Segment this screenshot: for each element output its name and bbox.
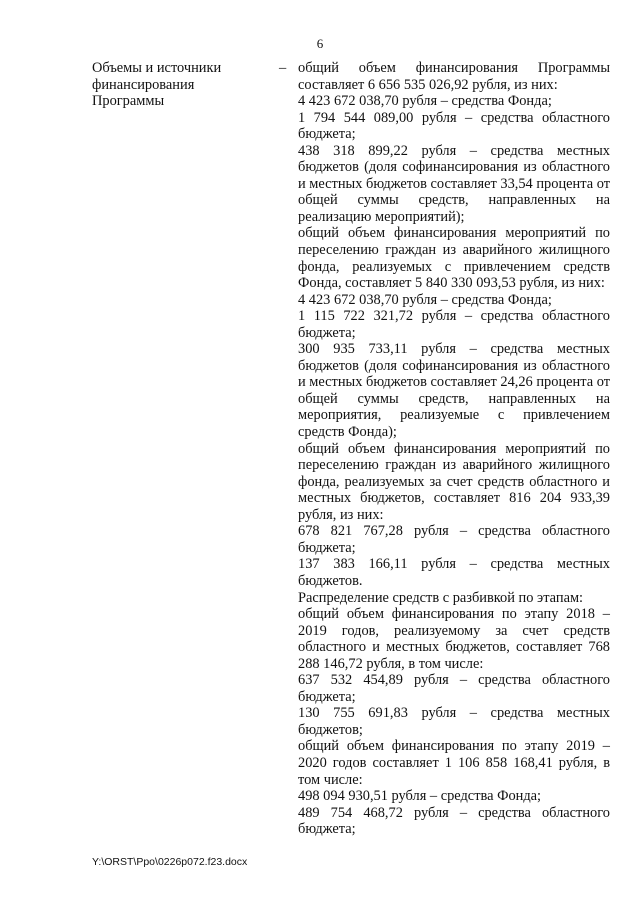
- paragraph-subtotal: общий объем финансирования мероприятий по переселению граждан из аварийного жилищного фонда, реализуемых с привлечением средств Фонда, составляет 5 840 330 093,53 рубля, из них:: [298, 225, 610, 292]
- paragraph-item: 4 423 672 038,70 рубля – средства Фонда;: [298, 93, 552, 110]
- section-label-line: Программы: [92, 93, 165, 109]
- paragraph-stage: общий объем финансирования по этапу 2018 – 2019 годов, реализуемому за счет средств областного и местных бюджетов, составляет 768 288 146,72 рубля, в том числе:: [298, 606, 610, 672]
- paragraph-item: 637 532 454,89 рубля – средства областного бюджета;: [298, 672, 610, 705]
- paragraph-total: общий объем финансирования Программы составляет 6 656 535 026,92 рубля, из них:: [298, 60, 610, 93]
- paragraph-item: 1 794 544 089,00 рубля – средства областного бюджета;: [298, 109, 610, 143]
- financing-content: [298, 60, 610, 838]
- paragraph-item: 130 755 691,83 рубля – средства местных бюджетов;: [298, 705, 610, 738]
- paragraph-item: 489 754 468,72 рубля – средства областного бюджета;: [298, 804, 610, 838]
- paragraph-item: 300 935 733,11 рубля – средства местных бюджетов (доля софинансирования из областного и местных бюджетов составляет 24,26 процента от общей суммы средств, направленных на мероприятия, реализуемые с привлечением средств Фонда);: [298, 341, 610, 441]
- separator-dash: –: [279, 60, 287, 76]
- section-label-line: Объемы и источники: [92, 60, 222, 76]
- paragraph-item: 678 821 767,28 рубля – средства областного бюджета;: [298, 523, 610, 556]
- section-label-line: финансирования: [92, 76, 195, 93]
- paragraph-heading: Распределение средств с разбивкой по этапам:: [298, 589, 584, 606]
- paragraph-subtotal: общий объем финансирования мероприятий по переселению граждан из аварийного жилищного фонда, реализуемых за счет средств областного и местных бюджетов, составляет 816 204 933,39 рубля, из них:: [298, 440, 610, 523]
- paragraph-item: 4 423 672 038,70 рубля – средства Фонда;: [298, 291, 552, 308]
- paragraph-item: 1 115 722 321,72 рубля – средства областного бюджета;: [298, 308, 610, 341]
- paragraph-item: 137 383 166,11 рубля – средства местных бюджетов.: [298, 556, 610, 589]
- page-number: 6: [316, 36, 324, 51]
- paragraph-item: 438 318 899,22 рубля – средства местных бюджетов (доля софинансирования из областного и местных бюджетов составляет 33,54 процента от общей суммы средств, направленных на реализацию мероприятий);: [298, 142, 610, 225]
- file-path-footer: Y:\ORST\Ppo\0226p072.f23.docx: [92, 856, 248, 868]
- paragraph-item: 498 094 930,51 рубля – средства Фонда;: [298, 788, 542, 805]
- paragraph-stage: общий объем финансирования по этапу 2019 – 2020 годов составляет 1 106 858 168,41 рубля, в том числе:: [298, 738, 610, 788]
- section-label: [92, 60, 272, 110]
